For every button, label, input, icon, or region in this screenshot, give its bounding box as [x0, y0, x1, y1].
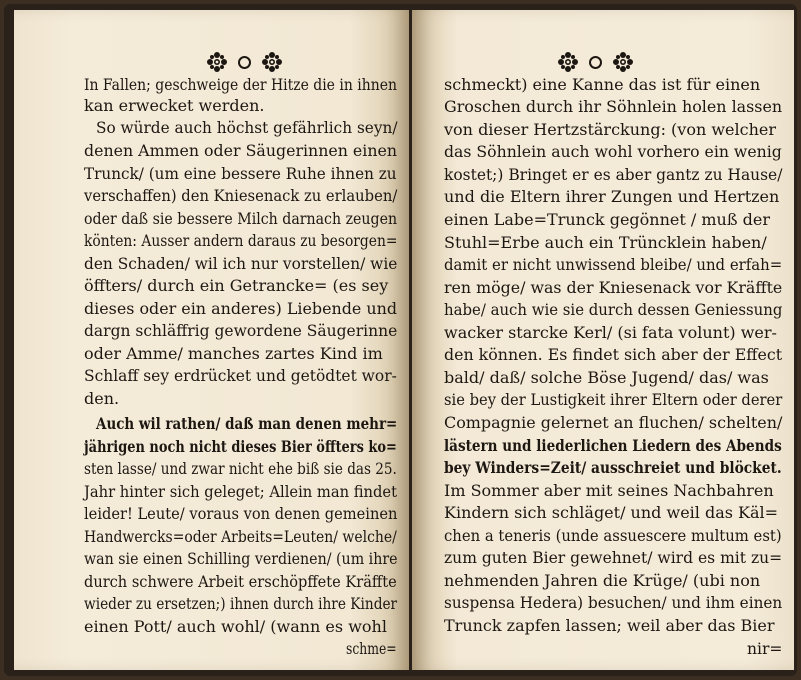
text-line: Handwercks=oder Arbeits=Leuten/ welche/	[84, 527, 397, 546]
text-line: durch schwere Arbeit erschöpffete Kräffte	[84, 572, 397, 591]
text-line: dieses oder ein anderes) Liebende und	[84, 299, 398, 318]
text-line: Schlaff sey erdrücket und getödtet wor-	[84, 366, 397, 385]
text-line: wacker starcke Kerl/ (si fata volunt) wer-	[444, 323, 777, 342]
text-line: In Fallen; geschweige der Hitze die in ihnen	[84, 75, 397, 94]
text-line: von dieser Hertzstärckung: (von welcher	[444, 120, 777, 139]
text-line: Trunck zapfen lassen; weil aber das Bier	[444, 616, 775, 635]
text-line: den können. Es findet sich aber der Effect	[444, 345, 783, 364]
text-line: Im Sommer aber mit seines Nachbahren	[444, 481, 774, 500]
text-line: öffters/ durch ein Getrancke= (es sey	[84, 276, 389, 295]
text-line: bald/ daß/ solche Böse Jugend/ das/ was	[444, 368, 769, 387]
catchword: schme=	[346, 639, 397, 658]
text-line: damit er nicht unwissend bleibe/ und erfah=	[444, 255, 783, 274]
text-line: denen Ammen oder Säugerinnen einen	[84, 141, 398, 160]
text-line: kostet;) Bringet er es aber gantz zu Hause/	[444, 165, 783, 184]
text-line: den Schaden/ wil ich nur vorstellen/ wie	[84, 254, 398, 273]
text-line: leider! Leute/ voraus von denen gemeinen	[84, 504, 398, 523]
left-page	[14, 10, 409, 670]
text-line: nehmenden Jahren die Krüge/ (ubi non	[444, 571, 761, 590]
text-line: So würde auch höchst gefährlich seyn/	[96, 118, 398, 137]
text-line: Jahr hinter sich geleget; Allein man findet	[84, 482, 397, 501]
text-line: chen a teneris (unde assuescere multum est)	[444, 526, 782, 545]
text-line: und die Eltern ihrer Zungen und Hertzen	[444, 187, 780, 206]
text-line: schmeckt) eine Kanne das ist für einen	[444, 75, 761, 94]
text-line: lästern und liederlichen Liedern des Abends	[444, 436, 782, 455]
catchword: nir=	[747, 639, 783, 658]
text-line: wan sie einen Schilling verdienen/ (um ihre	[84, 549, 398, 568]
text-line: einen Labe=Trunck gegönnet / muß der	[444, 210, 770, 229]
text-line: könten: Ausser andern daraus zu besorgen=	[84, 231, 398, 250]
right-page-text	[412, 10, 794, 670]
text-line: einen Pott/ auch wohl/ (wann es wohl	[84, 617, 387, 636]
text-line: kan erwecket werden.	[84, 96, 265, 115]
left-page-text	[14, 10, 409, 670]
text-line: suspensa Hedera) besuchen/ und ihm einen	[444, 593, 783, 612]
text-line: Auch wil rathen/ daß man denen mehr=	[96, 414, 398, 433]
text-line: jährigen noch nicht dieses Bier öffters ko=	[84, 437, 397, 456]
text-line: den.	[84, 389, 120, 408]
text-line: wieder zu ersetzen;) ihnen durch ihre Kinder	[84, 594, 398, 613]
text-line: Compagnie gelernet an fluchen/ schelten/	[444, 413, 783, 432]
text-line: Trunck/ (um eine bessere Ruhe ihnen zu	[84, 164, 397, 183]
text-line: das Söhnlein auch wohl vorhero ein wenig	[444, 142, 782, 161]
text-line: sie bey der Lustigkeit ihrer Eltern oder derer	[444, 390, 783, 409]
text-line: oder daß sie bessere Milch darnach zeugen	[84, 209, 398, 228]
text-line: verschaffen) den Kniesenack zu erlauben/	[84, 186, 398, 205]
text-line: Kindern sich schläget/ und weil das Käl=	[444, 503, 779, 522]
text-line: dargn schläffrig gewordene Säugerinne	[84, 321, 398, 340]
book-spread	[4, 4, 797, 676]
text-line: Stuhl=Erbe auch ein Trüncklein haben/	[444, 233, 767, 252]
text-line: oder Amme/ manches zartes Kind im	[84, 344, 383, 363]
text-line: bey Winders=Zeit/ ausschreiet und blöcket.	[444, 458, 782, 477]
text-line: habe/ auch wie sie durch dessen Geniessung	[444, 300, 783, 319]
text-line: ren möge/ was der Kniesenack vor Kräffte	[444, 278, 783, 297]
text-line: Groschen durch ihr Söhnlein holen lassen	[444, 97, 783, 116]
right-page	[412, 10, 794, 670]
text-line: sten lasse/ und zwar nicht ehe biß sie das 25.	[84, 459, 397, 478]
text-line: zum guten Bier gewehnet/ wird es mit zu=	[444, 548, 783, 567]
